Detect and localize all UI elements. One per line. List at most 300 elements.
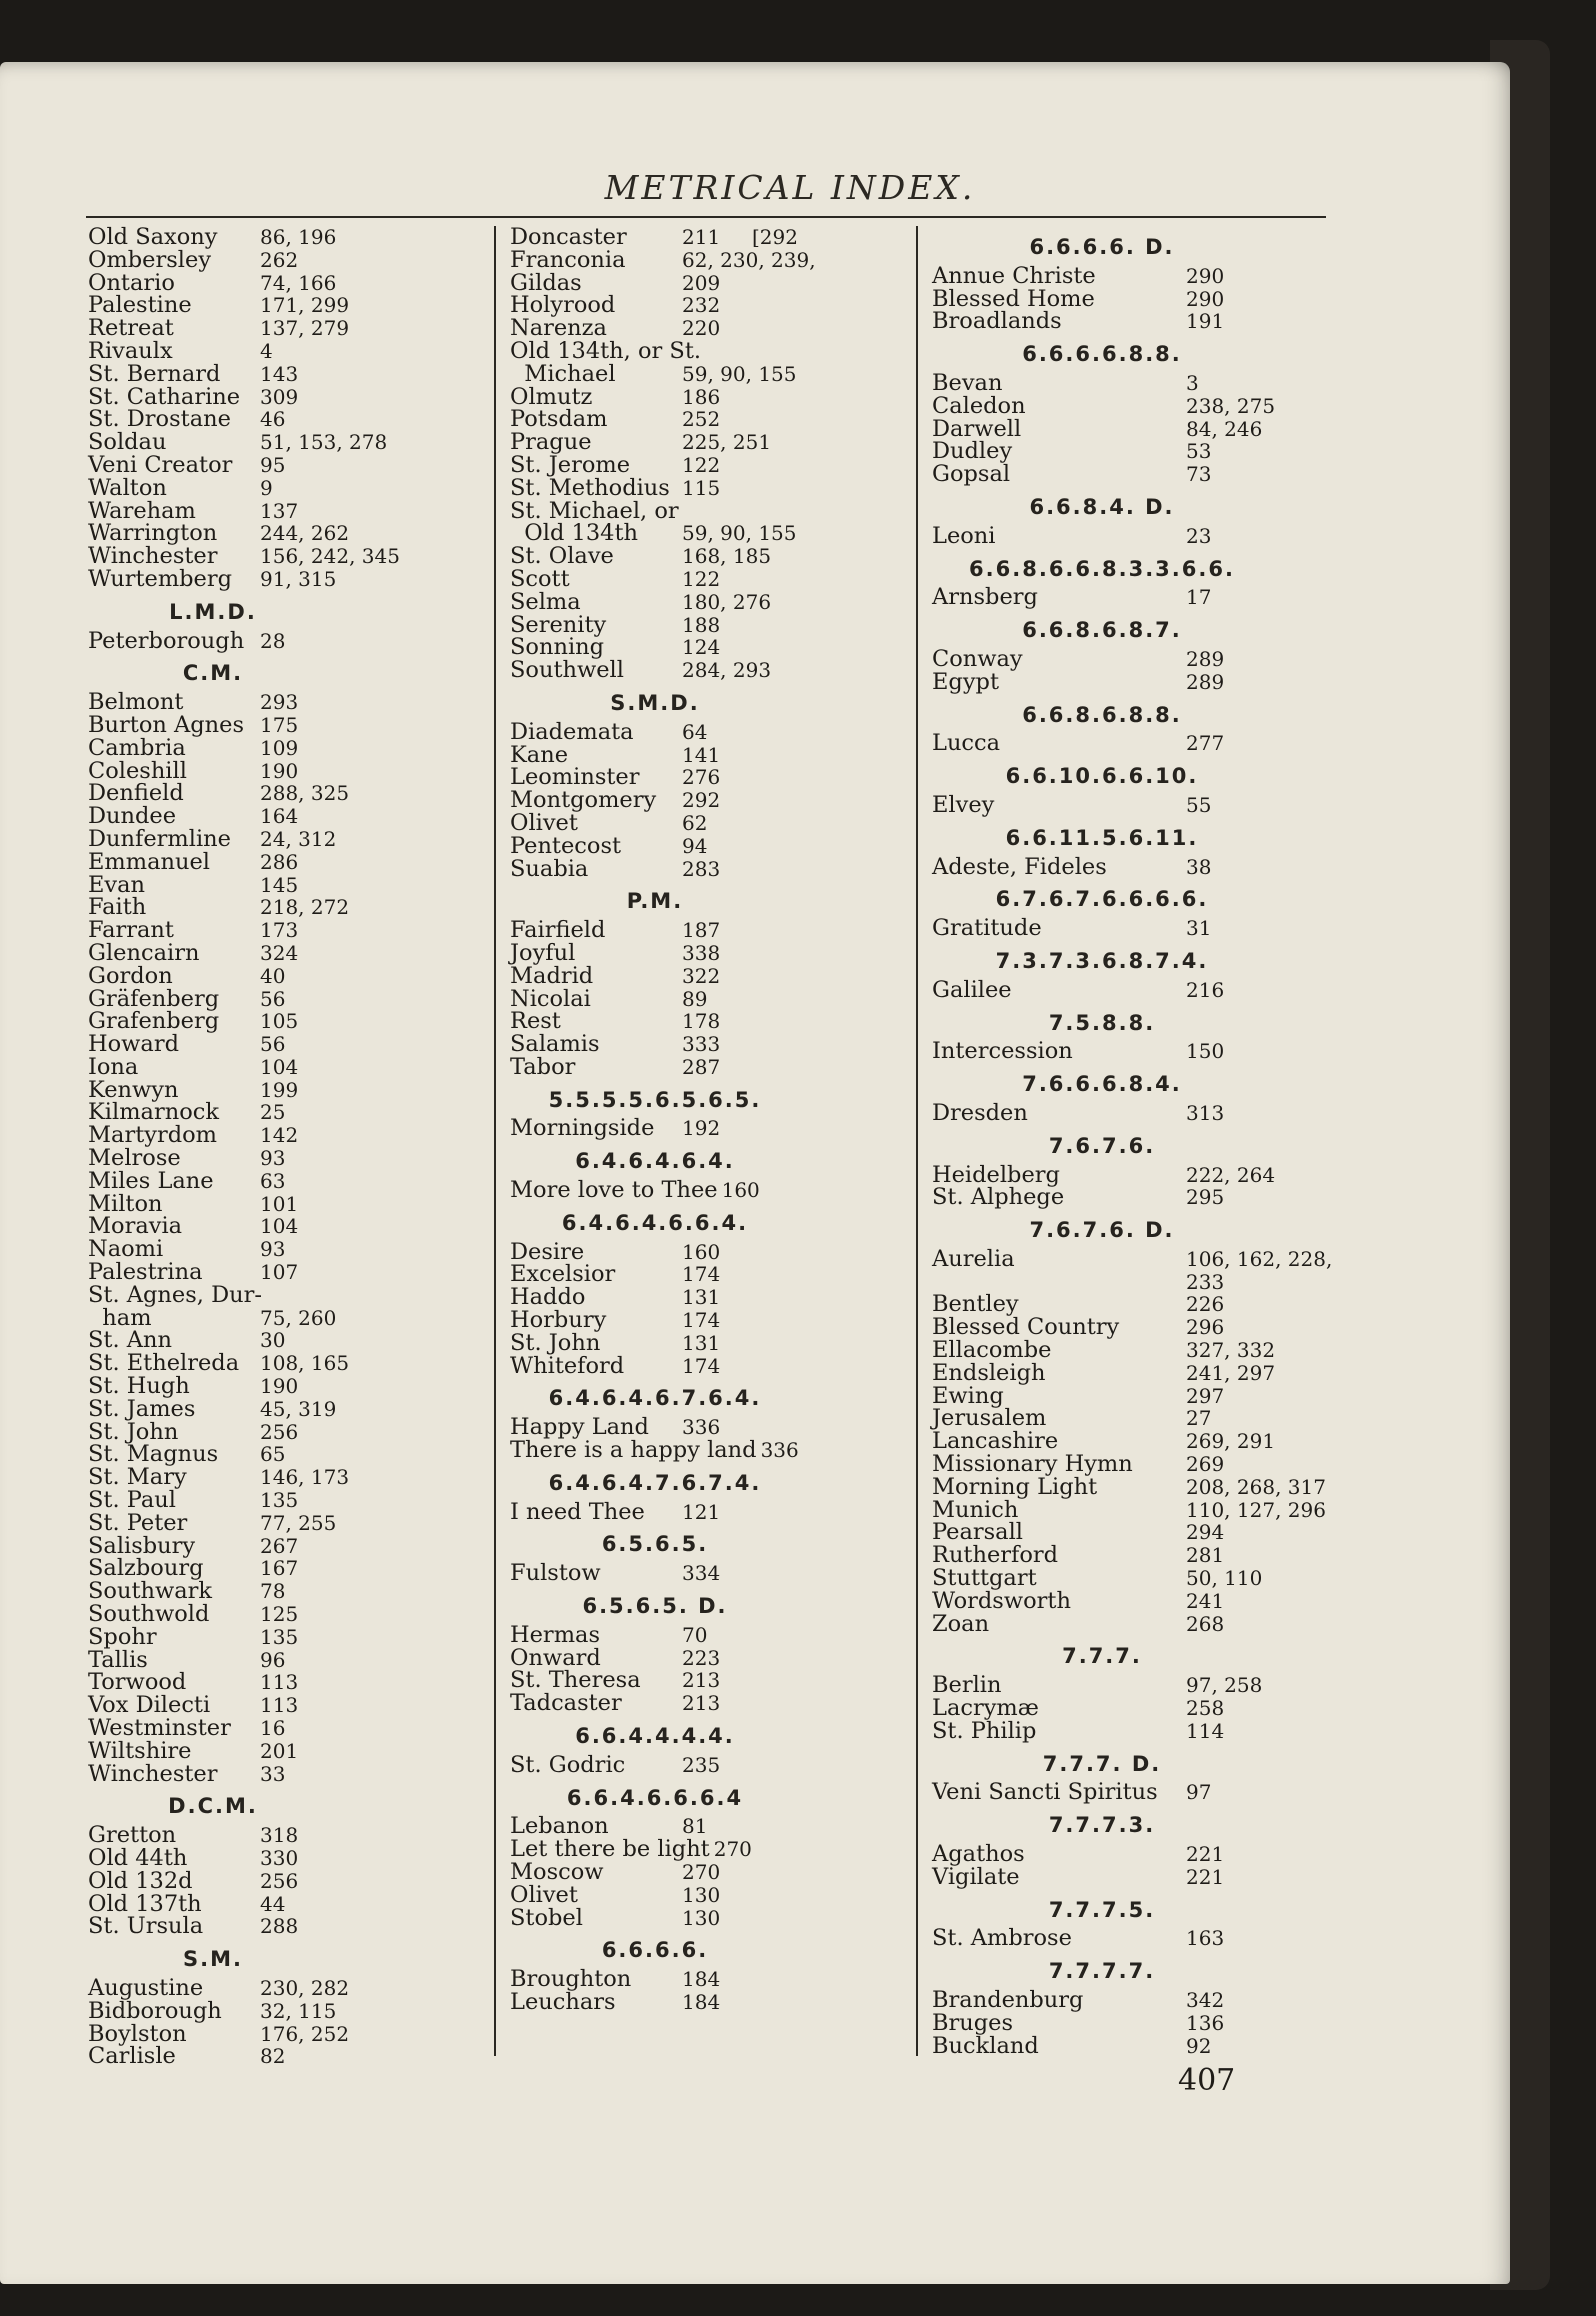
index-entry xyxy=(88,337,488,364)
index-entry xyxy=(932,1587,1332,1614)
page-refs: 208, 268, 317 xyxy=(1186,1474,1326,1499)
page-refs: 167 xyxy=(260,1556,299,1581)
index-entry xyxy=(510,1263,910,1286)
page-refs: 342 xyxy=(1186,1988,1225,2012)
tune-name: Soldau xyxy=(88,429,167,456)
page-refs: 24, 312 xyxy=(260,826,337,851)
index-entry xyxy=(932,732,1332,755)
page-refs: 62, 230, 239, xyxy=(682,247,816,272)
index-entry xyxy=(88,1623,488,1650)
index-entry xyxy=(88,1466,488,1489)
index-entry xyxy=(88,1261,488,1284)
index-entry xyxy=(88,1418,488,1445)
page-refs: 230, 282 xyxy=(260,1975,350,2000)
index-entry xyxy=(510,383,910,410)
tune-name: Torwood xyxy=(88,1669,187,1696)
page-refs: 211 [292 xyxy=(682,225,798,249)
index-entry xyxy=(510,832,910,859)
tune-name: St. Magnus xyxy=(88,1441,219,1468)
page-refs: 96 xyxy=(260,1647,286,1672)
index-entry xyxy=(88,1329,488,1352)
page-refs: 176, 252 xyxy=(260,2021,350,2046)
index-entry xyxy=(88,1010,488,1033)
page-refs: 218, 272 xyxy=(260,895,350,920)
page-refs: 92 xyxy=(1186,2033,1212,2058)
tune-name: Old 44th xyxy=(88,1844,188,1871)
tune-name: Ellacombe xyxy=(932,1337,1052,1364)
page-refs: 130 xyxy=(682,1882,721,1907)
page-refs: 178 xyxy=(682,1009,721,1034)
tune-name: Gopsal xyxy=(932,461,1011,488)
meter-heading: P.M. xyxy=(626,889,684,914)
index-entry xyxy=(510,545,910,568)
index-entry xyxy=(510,1881,910,1908)
page-refs: 277 xyxy=(1186,731,1225,756)
page-refs: 295 xyxy=(1186,1185,1225,1210)
tune-name: Melrose xyxy=(88,1145,181,1172)
index-entry xyxy=(510,611,910,638)
page-refs xyxy=(701,340,705,363)
tune-name: Annue Christe xyxy=(932,262,1096,289)
page-refs: 38 xyxy=(1186,854,1212,879)
page-refs: 95 xyxy=(260,452,286,477)
index-entry xyxy=(88,497,488,524)
tune-name: Adeste, Fideles xyxy=(932,853,1107,880)
page-refs: 124 xyxy=(682,635,721,660)
index-entry xyxy=(510,1010,910,1033)
index-entry xyxy=(932,586,1332,609)
index-entry xyxy=(932,1407,1332,1430)
tune-name: Boylston xyxy=(88,2020,187,2047)
tune-name xyxy=(932,1271,1182,1294)
index-entry xyxy=(88,294,488,317)
tune-name: St. Michael, or xyxy=(510,497,679,524)
index-entry xyxy=(932,791,1332,818)
index-entry xyxy=(510,809,910,836)
page-refs: 141 xyxy=(682,742,721,767)
index-entry xyxy=(510,919,910,942)
tune-name: Walton xyxy=(88,474,167,501)
page-refs: 269, 291 xyxy=(1186,1429,1276,1454)
tune-name: Dunfermline xyxy=(88,825,231,852)
page-refs: 113 xyxy=(260,1693,299,1718)
page-refs: 288 xyxy=(260,1914,299,1939)
header-rule xyxy=(86,216,1326,218)
meter-heading: 6.5.6.5. xyxy=(601,1532,709,1557)
meter-heading: 6.5.6.5. D. xyxy=(582,1594,728,1619)
tune-name: Suabia xyxy=(510,855,589,882)
index-entry xyxy=(88,1238,488,1261)
page-refs: 296 xyxy=(1186,1315,1225,1340)
meter-heading: 6.6.8.6.8.8. xyxy=(1022,702,1182,727)
index-entry xyxy=(88,1167,488,1194)
tune-name: Gräfenberg xyxy=(88,985,220,1012)
tune-name: Scott xyxy=(510,565,570,592)
index-entry xyxy=(88,1974,488,2001)
index-entry xyxy=(88,474,488,501)
page-refs: 31 xyxy=(1186,916,1212,941)
page-refs: 330 xyxy=(260,1845,299,1870)
page-refs: 269 xyxy=(1186,1452,1225,1477)
page-refs: 93 xyxy=(260,1146,286,1171)
index-entry xyxy=(932,392,1332,419)
tune-name: Doncaster xyxy=(510,224,627,250)
page-refs: 201 xyxy=(260,1738,299,1763)
meter-heading: 7.7.7.5. xyxy=(1048,1897,1156,1922)
page-refs: 160 xyxy=(682,1239,721,1264)
index-entry xyxy=(88,1076,488,1103)
index-entry xyxy=(510,789,910,812)
tune-name: Veni Sancti Spiritus xyxy=(932,1779,1158,1806)
page-refs: 233 xyxy=(1186,1269,1225,1294)
tune-name: St. Drostane xyxy=(88,406,231,433)
index-entry xyxy=(932,1781,1332,1804)
page-refs: 62 xyxy=(682,810,708,835)
meter-heading: 7.7.7.3. xyxy=(1048,1813,1156,1838)
tune-name: Carlisle xyxy=(88,2043,176,2070)
tune-name: There is a happy land xyxy=(510,1437,757,1464)
tune-name: Gratitude xyxy=(932,915,1042,942)
tune-name: Onward xyxy=(510,1644,601,1671)
index-entry xyxy=(88,939,488,966)
page-refs: 28 xyxy=(260,628,286,653)
index-entry xyxy=(510,294,910,317)
page-refs: 186 xyxy=(682,384,721,409)
tune-name: Milton xyxy=(88,1190,163,1217)
tune-name: Fairfield xyxy=(510,917,606,944)
page-refs: 213 xyxy=(682,1691,721,1716)
index-entry xyxy=(88,545,488,568)
page-refs xyxy=(679,500,683,523)
page-refs: 50, 110 xyxy=(1186,1566,1263,1591)
page-refs: 113 xyxy=(260,1670,299,1695)
page-refs: 226 xyxy=(1186,1292,1225,1317)
page-refs: 293 xyxy=(260,690,299,715)
index-entry xyxy=(932,1339,1332,1362)
tune-name: Augustine xyxy=(88,1974,204,2001)
index-entry xyxy=(88,1281,488,1308)
page-refs: 3 xyxy=(1186,370,1199,395)
tune-name: Lucca xyxy=(932,730,1001,757)
index-entry xyxy=(510,360,910,387)
page-refs: 32, 115 xyxy=(260,1998,337,2023)
index-entry xyxy=(510,588,910,615)
index-entry xyxy=(510,1179,910,1202)
tune-name: Miles Lane xyxy=(88,1167,214,1194)
index-entry xyxy=(932,1927,1332,1950)
index-entry xyxy=(88,451,488,478)
page-refs: 184 xyxy=(682,1967,721,1992)
meter-heading: 7.7.7. xyxy=(1062,1644,1142,1669)
index-entry xyxy=(932,1496,1332,1523)
tune-name: Kilmarnock xyxy=(88,1099,219,1126)
index-entry xyxy=(932,1473,1332,1500)
tune-name: Darwell xyxy=(932,415,1022,442)
index-entry xyxy=(510,1053,910,1080)
index-entry xyxy=(932,1521,1332,1544)
meter-heading: 6.4.6.4.6.4. xyxy=(575,1149,735,1174)
index-entry xyxy=(932,1099,1332,1126)
index-entry xyxy=(88,1101,488,1124)
page-refs: 174 xyxy=(682,1308,721,1333)
page-refs: 288, 325 xyxy=(260,781,350,806)
index-entry xyxy=(88,711,488,738)
tune-name: Evan xyxy=(88,871,146,898)
tune-name: Dundee xyxy=(88,803,177,830)
meter-heading: D.C.M. xyxy=(168,1794,258,1819)
index-entry xyxy=(88,1603,488,1626)
tune-name: Intercession xyxy=(932,1038,1073,1065)
page-refs xyxy=(262,1284,266,1307)
tune-name: Arnsberg xyxy=(932,584,1038,611)
index-entry xyxy=(88,1580,488,1603)
index-entry xyxy=(88,1760,488,1787)
tune-name: Palestrina xyxy=(88,1259,203,1286)
page-refs: 27 xyxy=(1186,1406,1212,1431)
index-column-3 xyxy=(932,226,1332,2057)
page-refs: 75, 260 xyxy=(260,1305,337,1330)
tune-name: Nicolai xyxy=(510,985,591,1012)
page-refs: 64 xyxy=(682,719,708,744)
page-refs: 77, 255 xyxy=(260,1510,337,1535)
tune-name: Berlin xyxy=(932,1672,1002,1699)
index-entry xyxy=(510,741,910,768)
page-refs: 59, 90, 155 xyxy=(682,521,797,546)
page-refs: 309 xyxy=(260,384,299,409)
index-entry xyxy=(932,668,1332,695)
meter-heading: 6.4.6.4.6.6.4. xyxy=(561,1210,749,1235)
tune-name: Horbury xyxy=(510,1307,607,1334)
meter-heading: C.M. xyxy=(182,661,244,686)
tune-name: More love to Thee xyxy=(510,1177,718,1204)
index-entry xyxy=(510,1838,910,1861)
page-refs: 262 xyxy=(260,247,299,272)
index-entry xyxy=(932,2009,1332,2036)
page-refs: 190 xyxy=(260,1374,299,1399)
tune-name: Pearsall xyxy=(932,1519,1023,1546)
index-entry xyxy=(88,360,488,387)
meter-heading: 7.5.8.8. xyxy=(1048,1010,1156,1035)
tune-name: Rest xyxy=(510,1008,561,1035)
tune-name: Bruges xyxy=(932,2009,1014,2036)
tune-name: Veni Creator xyxy=(88,451,233,478)
page-refs: 74, 166 xyxy=(260,270,337,295)
index-entry xyxy=(88,269,488,296)
tune-name: St. Philip xyxy=(932,1717,1037,1744)
tune-name: Jerusalem xyxy=(932,1405,1047,1432)
index-entry xyxy=(88,1489,488,1512)
tune-name: Tallis xyxy=(88,1646,148,1673)
tune-name: ham xyxy=(88,1304,152,1331)
page-refs: 106, 162, 228, xyxy=(1186,1246,1333,1271)
tune-name: Martyrdom xyxy=(88,1122,218,1149)
tune-name: Elvey xyxy=(932,791,995,818)
index-entry xyxy=(88,1053,488,1080)
tune-name: Palestine xyxy=(88,292,192,319)
page-refs: 222, 264 xyxy=(1186,1162,1276,1187)
index-entry xyxy=(510,1498,910,1525)
index-entry xyxy=(510,962,910,989)
meter-heading: 7.7.7. D. xyxy=(1042,1751,1162,1776)
index-entry xyxy=(510,1669,910,1692)
page-refs: 283 xyxy=(682,856,721,881)
tune-name: Missionary Hymn xyxy=(932,1451,1133,1478)
tune-name: Olivet xyxy=(510,809,578,836)
index-entry xyxy=(932,1863,1332,1890)
page-refs: 44 xyxy=(260,1891,286,1916)
index-entry xyxy=(510,269,910,296)
meter-heading: 7.6.7.6. xyxy=(1048,1133,1156,1158)
tune-name: Westminster xyxy=(88,1715,231,1741)
page-refs: 333 xyxy=(682,1032,721,1057)
page-refs: 59, 90, 155 xyxy=(682,361,797,386)
tune-name: St. John xyxy=(510,1329,601,1356)
index-entry xyxy=(932,463,1332,486)
index-entry xyxy=(88,1443,488,1466)
meter-heading: S.M. xyxy=(183,1947,243,1972)
tune-name: Buckland xyxy=(932,2032,1039,2059)
page-refs: 136 xyxy=(1186,2010,1225,2035)
page-refs: 84, 246 xyxy=(1186,416,1263,441)
page-refs: 109 xyxy=(260,735,299,760)
index-entry xyxy=(510,1968,910,1991)
index-entry xyxy=(932,1161,1332,1188)
meter-heading: 6.6.8.6.8.7. xyxy=(1022,618,1182,643)
page-refs: 223 xyxy=(682,1645,721,1670)
index-entry xyxy=(932,415,1332,442)
index-entry xyxy=(510,474,910,501)
page-refs: 146, 173 xyxy=(260,1465,350,1490)
tune-name: Tadcaster xyxy=(510,1690,622,1717)
tune-name: Old 137th xyxy=(88,1890,202,1917)
tune-name: Bevan xyxy=(932,369,1003,396)
tune-name: Zoan xyxy=(932,1610,990,1637)
tune-name: Howard xyxy=(88,1031,179,1058)
page-refs: 70 xyxy=(682,1622,708,1647)
tune-name: Gildas xyxy=(510,269,582,296)
tune-name: Lacrymæ xyxy=(932,1695,1039,1722)
index-entry xyxy=(510,1692,910,1715)
page-refs: 175 xyxy=(260,712,299,737)
index-entry xyxy=(510,1621,910,1648)
index-entry xyxy=(932,917,1332,940)
page-refs: 336 xyxy=(682,1415,721,1440)
tune-name: Diademata xyxy=(510,718,634,745)
tune-name: Lancashire xyxy=(932,1428,1059,1455)
index-column-1 xyxy=(88,226,488,2068)
index-entry xyxy=(510,1988,910,2015)
tune-name: Leuchars xyxy=(510,1988,616,2015)
page-refs: 241, 297 xyxy=(1186,1360,1276,1385)
tune-name: Moravia xyxy=(88,1213,183,1240)
index-entry xyxy=(510,1286,910,1309)
index-entry xyxy=(510,636,910,659)
tune-name: Desire xyxy=(510,1238,585,1265)
page-refs: 173 xyxy=(260,918,299,943)
page-refs: 121 xyxy=(682,1499,721,1524)
tune-name: Haddo xyxy=(510,1284,586,1311)
tune-name: St. Hugh xyxy=(88,1373,190,1400)
tune-name: St. John xyxy=(88,1418,179,1445)
index-entry xyxy=(88,383,488,410)
index-entry xyxy=(932,285,1332,312)
page-number: 407 xyxy=(1178,2063,1236,2098)
tune-name: Lebanon xyxy=(510,1813,609,1840)
index-entry xyxy=(88,1509,488,1536)
index-entry xyxy=(88,1352,488,1375)
page-refs: 51, 153, 278 xyxy=(260,430,388,455)
index-entry xyxy=(88,1890,488,1917)
tune-name: Denfield xyxy=(88,780,184,807)
page-refs: 168, 185 xyxy=(682,544,772,569)
tune-name: Wareham xyxy=(88,497,196,524)
tune-name: St. Paul xyxy=(88,1487,176,1514)
index-entry xyxy=(88,1375,488,1398)
page-refs: 145 xyxy=(260,872,299,897)
meter-heading: L.M.D. xyxy=(169,599,257,624)
tune-name: Farrant xyxy=(88,917,174,944)
page-refs: 286 xyxy=(260,849,299,874)
index-entry xyxy=(932,1674,1332,1697)
index-entry xyxy=(932,1359,1332,1386)
tune-name: Emmanuel xyxy=(88,848,211,875)
tune-name: St. Jerome xyxy=(510,451,631,478)
index-entry xyxy=(932,310,1332,333)
page-refs: 244, 262 xyxy=(260,521,350,546)
meter-heading: 6.6.10.6.6.10. xyxy=(1005,764,1199,789)
tune-name: Winchester xyxy=(88,1760,218,1787)
meter-heading: 6.6.11.5.6.11. xyxy=(1005,825,1199,850)
index-entry xyxy=(932,369,1332,396)
tune-name: Holyrood xyxy=(510,292,616,319)
index-entry xyxy=(88,1557,488,1580)
index-entry xyxy=(88,1915,488,1938)
tune-name: Endsleigh xyxy=(932,1359,1046,1386)
page-refs: 221 xyxy=(1186,1864,1225,1889)
index-entry xyxy=(510,246,910,273)
page-refs: 94 xyxy=(682,833,708,858)
page-refs: 45, 319 xyxy=(260,1396,337,1421)
tune-name: Leominster xyxy=(510,764,640,791)
tune-name: Grafenberg xyxy=(88,1008,220,1035)
index-entry xyxy=(88,1304,488,1331)
index-entry xyxy=(88,919,488,942)
page-title: METRICAL INDEX. xyxy=(604,168,976,207)
tune-name: Narenza xyxy=(510,315,607,342)
tune-name: Spohr xyxy=(88,1623,157,1650)
meter-heading: 6.6.8.4. D. xyxy=(1029,494,1175,519)
index-entry xyxy=(510,766,910,789)
page-refs: 180, 276 xyxy=(682,589,772,614)
index-entry xyxy=(88,1737,488,1764)
index-entry xyxy=(932,1430,1332,1453)
tune-name: Burton Agnes xyxy=(88,711,245,738)
page-refs: 270 xyxy=(713,1837,752,1862)
meter-heading: 6.6.4.4.4.4. xyxy=(575,1724,735,1749)
index-entry xyxy=(88,805,488,828)
tune-name: Gretton xyxy=(88,1822,177,1849)
index-entry xyxy=(510,1562,910,1585)
page-refs: 276 xyxy=(682,765,721,790)
tune-name: St. James xyxy=(88,1395,196,1422)
tune-name: Warrington xyxy=(88,520,218,547)
page-refs: 150 xyxy=(1186,1039,1225,1064)
page-refs: 91, 315 xyxy=(260,566,337,591)
page-refs: 192 xyxy=(682,1116,721,1141)
tune-name: Cambria xyxy=(88,734,186,761)
page-refs: 131 xyxy=(682,1330,721,1355)
tune-name: Stuttgart xyxy=(932,1565,1037,1592)
